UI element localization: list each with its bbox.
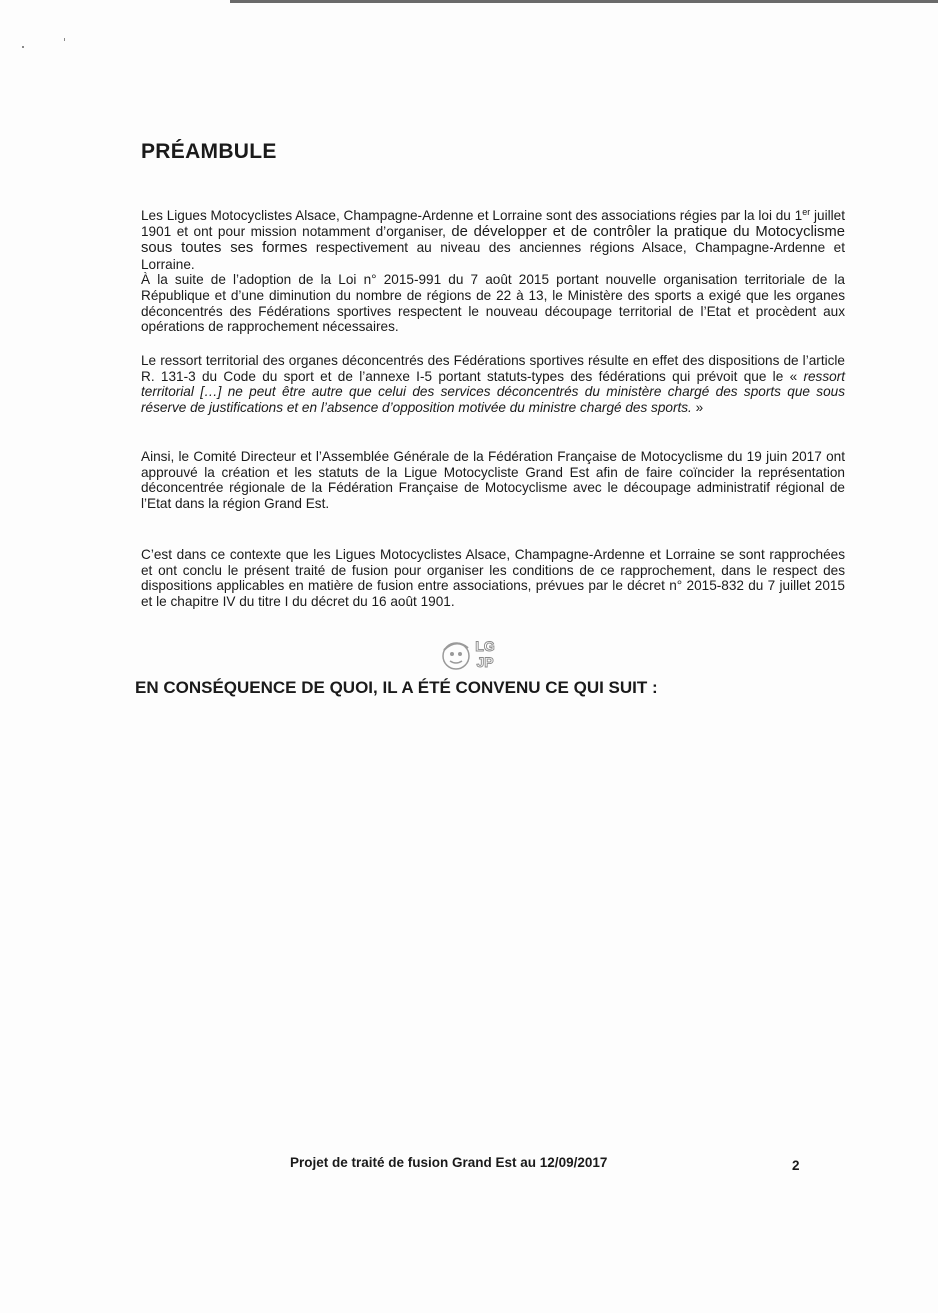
- paragraph-2-text: Le ressort territorial des organes déconcentrés des Fédérations sportives résulte en effet des dispositions de l’article R. 131-3 du Code du sport et de l’annexe I-5 portant statuts-types des fédérations qui prévoit que le «: [141, 353, 845, 384]
- paragraph-1-mid: juillet 1901 et ont pour mission notamment d’organiser,: [141, 208, 845, 239]
- scan-speck: [22, 46, 24, 48]
- ordinal-superscript: er: [802, 207, 811, 217]
- paragraph-1-intro: Les Ligues Motocyclistes Alsace, Champagne-Ardenne et Lorraine sont des associations régies par la loi du 1: [141, 208, 803, 223]
- paragraph-1-end: respectivement au niveau des anciennes régions Alsace, Champagne-Ardenne et Lorraine.: [141, 240, 845, 272]
- paragraph-4: C’est dans ce contexte que les Ligues Motocyclistes Alsace, Champagne-Ardenne et Lorraine se sont rapprochées et ont conclu le présent traité de fusion pour organiser les conditions de ce rapprochement, dans le respect des dispositions applicables en matière de fusion entre associations, prévues par le décret n° 2015-832 du 7 juillet 2015 et le chapitre IV du titre I du décret du 16 août 1901.: [141, 547, 845, 609]
- paragraph-3: Ainsi, le Comité Directeur et l’Assemblée Générale de la Fédération Française de Motocyclisme du 19 juin 2017 ont approuvé la création et les statuts de la Ligue Motocycliste Grand Est afin de faire coïncider la représentation déconcentrée régionale de la Fédération Française de Motocyclisme avec le découpage administratif régional de l’Etat dans la région Grand Est.: [141, 449, 845, 511]
- paragraph-2-quote: ressort territorial […] ne peut être autre que celui des services déconcentrés du ministère chargé des sports que sous réserve de justifications et en l’absence d’opposition motivée du ministre chargé des sports.: [141, 368, 845, 415]
- scan-edge-line: [230, 0, 938, 3]
- footer-title: Projet de traité de fusion Grand Est au 12/09/2017: [290, 1155, 608, 1170]
- conclusion-heading: EN CONSÉQUENCE DE QUOI, IL A ÉTÉ CONVENU CE QUI SUIT :: [135, 678, 658, 697]
- paragraph-2-close: »: [691, 399, 704, 415]
- page-title: PRÉAMBULE: [141, 140, 277, 163]
- scan-speck: [64, 38, 65, 41]
- stamp-initials-top: LG: [475, 638, 495, 654]
- initials-stamp-icon: [438, 634, 500, 676]
- paragraph-1-emphasis: de développer et de contrôler la pratique du Motocyclisme sous toutes ses formes: [141, 223, 845, 257]
- page-number: 2: [792, 1158, 800, 1173]
- paragraph-1: [141, 208, 845, 335]
- paragraph-2: [141, 353, 845, 415]
- paragraph-1-second-sentence: À la suite de l’adoption de la Loi n° 2015-991 du 7 août 2015 portant nouvelle organisation territoriale de la République et d’une diminution du nombre de régions de 22 à 13, le Ministère des sports a exigé que les organes déconcentrés des Fédérations sportives respectent le nouveau découpage territorial de l’Etat et procèdent aux opérations de rapprochement nécessaires.: [141, 272, 845, 335]
- stamp-initials-bottom: JP: [476, 654, 494, 670]
